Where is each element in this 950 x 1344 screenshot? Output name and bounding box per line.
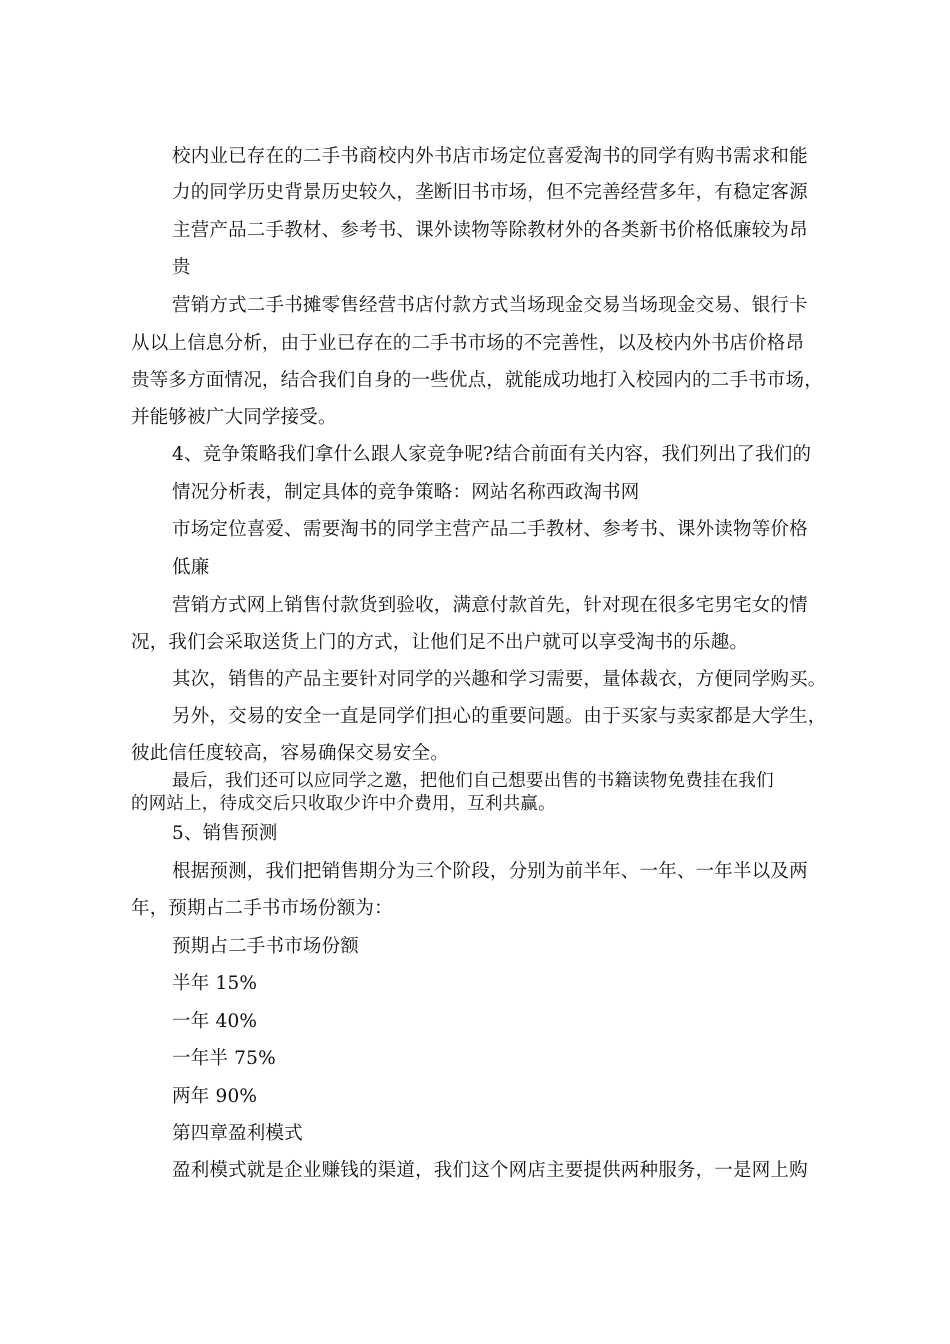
paragraph-line: 另外，交易的安全一直是同学们担心的重要问题。由于买家与卖家都是大学生，: [172, 706, 827, 727]
share-row: 两年 90%: [172, 1086, 258, 1107]
paragraph-line: 低廉: [172, 557, 210, 578]
table-title: 预期占二手书市场份额: [172, 936, 360, 957]
paragraph-line: 其次，销售的产品主要针对同学的兴趣和学习需要，量体裁衣，方便同学购买。: [172, 669, 827, 690]
paragraph-line: 从以上信息分析，由于业已存在的二手书市场的不完善性，以及校内外书店价格昂: [131, 333, 805, 354]
paragraph-line: 贵等多方面情况，结合我们自身的一些优点，就能成功地打入校园内的二手书市场，: [131, 370, 823, 391]
paragraph-line: 主营产品二手教材、参考书、课外读物等除教材外的各类新书价格低廉较为昂: [172, 220, 808, 241]
paragraph-line: 贵: [172, 257, 191, 278]
share-row: 一年半 75%: [172, 1048, 276, 1069]
paragraph-line: 力的同学历史背景历史较久，垄断旧书市场，但不完善经营多年，有稳定客源: [172, 182, 808, 203]
share-row: 半年 15%: [172, 973, 258, 994]
paragraph-line: 市场定位喜爱、需要淘书的同学主营产品二手教材、参考书、课外读物等价格: [172, 519, 808, 540]
paragraph-line: 最后，我们还可以应同学之邀，把他们自己想要出售的书籍读物免费挂在我们: [172, 771, 774, 791]
chapter-heading: 第四章盈利模式: [172, 1123, 303, 1144]
paragraph-line: 并能够被广大同学接受。: [131, 407, 337, 428]
paragraph-line: 况，我们会采取送货上门的方式，让他们足不出户就可以享受淘书的乐趣。: [131, 632, 749, 653]
paragraph-line: 年，预期占二手书市场份额为：: [131, 898, 393, 919]
paragraph-line: 彼此信任度较高，容易确保交易安全。: [131, 743, 449, 764]
paragraph-line: 的网站上，待成交后只收取少许中介费用，互利共赢。: [131, 794, 556, 814]
share-row: 一年 40%: [172, 1011, 258, 1032]
paragraph-line: 营销方式二手书摊零售经营书店付款方式当场现金交易当场现金交易、银行卡: [172, 295, 808, 316]
paragraph-line: 根据预测，我们把销售期分为三个阶段，分别为前半年、一年、一年半以及两: [172, 861, 808, 882]
section-heading: 5、销售预测: [172, 823, 278, 844]
paragraph-line: 盈利模式就是企业赚钱的渠道，我们这个网店主要提供两种服务，一是网上购: [172, 1160, 808, 1181]
section-heading: 4、竞争策略我们拿什么跟人家竞争呢?结合前面有关内容，我们列出了我们的: [172, 444, 812, 465]
paragraph-line: 营销方式网上销售付款货到验收，满意付款首先，针对现在很多宅男宅女的情: [172, 595, 808, 616]
paragraph-line: 情况分析表，制定具体的竞争策略：网站名称西政淘书网: [172, 482, 640, 503]
paragraph-line: 校内业已存在的二手书商校内外书店市场定位喜爱淘书的同学有购书需求和能: [172, 146, 808, 167]
